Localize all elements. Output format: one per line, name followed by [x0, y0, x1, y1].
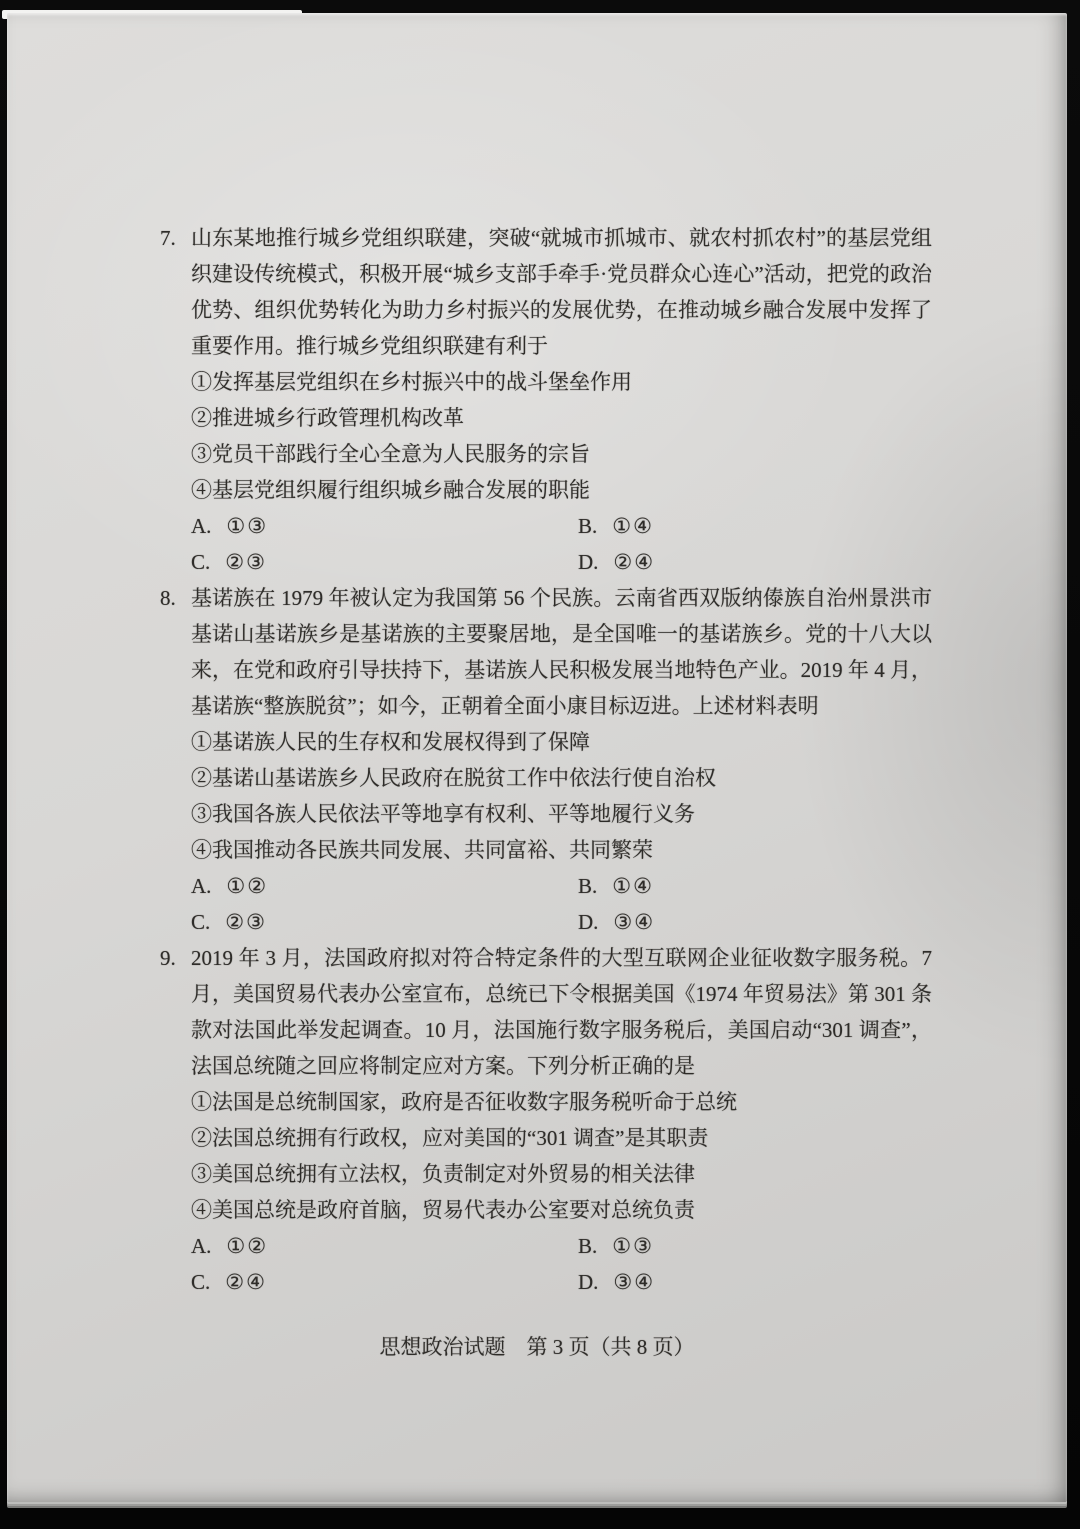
- question-number: 8.: [160, 586, 176, 610]
- question-8: [160, 580, 932, 940]
- choice-row: [191, 868, 932, 904]
- choice-b: [578, 1228, 654, 1264]
- choice-a: [191, 868, 578, 904]
- choice-value: ①②: [226, 1234, 269, 1258]
- choice-value: ②④: [225, 1270, 267, 1294]
- choice-value: ③④: [613, 1270, 656, 1294]
- statement-item-2: ②基诺山基诺族乡人民政府在脱贫工作中依法行使自治权: [191, 766, 716, 790]
- choice-label: B.: [578, 514, 598, 538]
- choice-value: ①④: [612, 874, 654, 898]
- choice-value: ②④: [613, 550, 656, 574]
- choice-label: B.: [578, 874, 598, 898]
- choice-d: [578, 1264, 655, 1300]
- question-stem: 山东某地推行城乡党组织联建，突破“就城市抓城市、就农村抓农村”的基层党组织建设传统模式，积极开展“城乡支部手牵手·党员群众心连心”活动，把党的政治优势、组织优势转化为助力乡村振兴的发展优势，在推动城乡融合发展中发挥了重要作用。推行城乡党组织联建有利于: [191, 226, 932, 358]
- statement-item-2: ②法国总统拥有行政权，应对美国的“301 调查”是其职责: [191, 1126, 709, 1150]
- choice-c: [191, 544, 578, 580]
- choice-b: [578, 508, 654, 544]
- question-stem: 基诺族在 1979 年被认定为我国第 56 个民族。云南省西双版纳傣族自治州景洪市基诺山基诺族乡是基诺族的主要聚居地，是全国唯一的基诺族乡。党的十八大以来，在党和政府引导扶持下，基诺族人民积极发展当地特色产业。2019 年 4 月，基诺族“整族脱贫”；如今，正朝着全面小康目标迈进。上述材料表明: [191, 586, 932, 718]
- statement-item-4: ④美国总统是政府首脑，贸易代表办公室要对总统负责: [191, 1198, 695, 1222]
- question-7: [160, 220, 932, 580]
- choice-label: C.: [191, 910, 211, 934]
- choice-value: ①②: [226, 874, 269, 898]
- choice-row: [191, 904, 932, 940]
- choice-d: [578, 904, 655, 940]
- statement-item-1: ①法国是总统制国家，政府是否征收数字服务税听命于总统: [191, 1090, 737, 1114]
- statement-item-2: ②推进城乡行政管理机构改革: [191, 406, 464, 430]
- choice-a: [191, 508, 578, 544]
- question-9: [160, 940, 932, 1300]
- choice-a: [191, 1228, 578, 1264]
- choice-value: ①③: [612, 1234, 654, 1258]
- choice-label: B.: [578, 1234, 598, 1258]
- page-content: [160, 220, 932, 1300]
- choice-value: ①③: [226, 514, 269, 538]
- statement-item-1: ①发挥基层党组织在乡村振兴中的战斗堡垒作用: [191, 370, 632, 394]
- choice-value: ③④: [613, 910, 656, 934]
- statement-item-3: ③我国各族人民依法平等地享有权利、平等地履行义务: [191, 802, 695, 826]
- exam-paper-page: [7, 13, 1067, 1502]
- choice-label: C.: [191, 550, 211, 574]
- choice-b: [578, 868, 654, 904]
- choice-row: [191, 1264, 932, 1300]
- statement-item-3: ③美国总统拥有立法权，负责制定对外贸易的相关法律: [191, 1162, 695, 1186]
- choice-label: D.: [578, 550, 599, 574]
- choice-row: [191, 544, 932, 580]
- statement-item-3: ③党员干部践行全心全意为人民服务的宗旨: [191, 442, 590, 466]
- choice-row: [191, 1228, 932, 1264]
- choice-label: D.: [578, 1270, 599, 1294]
- choice-label: C.: [191, 1270, 211, 1294]
- choice-value: ②③: [225, 910, 267, 934]
- choice-label: A.: [191, 514, 212, 538]
- choice-c: [191, 904, 578, 940]
- question-number: 7.: [160, 226, 176, 250]
- choice-label: D.: [578, 910, 599, 934]
- page-footer: 思想政治试题 第 3 页（共 8 页）: [379, 1335, 695, 1359]
- question-number: 9.: [160, 946, 176, 970]
- statement-item-4: ④基层党组织履行组织城乡融合发展的职能: [191, 478, 590, 502]
- statement-item-1: ①基诺族人民的生存权和发展权得到了保障: [191, 730, 590, 754]
- choice-row: [191, 508, 932, 544]
- choice-value: ②③: [225, 550, 267, 574]
- question-stem: 2019 年 3 月，法国政府拟对符合特定条件的大型互联网企业征收数字服务税。7 月，美国贸易代表办公室宣布，总统已下令根据美国《1974 年贸易法》第 301 条款对法国此举发起调查。10 月，法国施行数字服务税后，美国启动“301 调查”，法国总统随之回应将制定应对方案。下列分析正确的是: [191, 946, 932, 1078]
- statement-item-4: ④我国推动各民族共同发展、共同富裕、共同繁荣: [191, 838, 653, 862]
- choice-value: ①④: [612, 514, 654, 538]
- choice-d: [578, 544, 655, 580]
- choice-c: [191, 1264, 578, 1300]
- choice-label: A.: [191, 1234, 212, 1258]
- choice-label: A.: [191, 874, 212, 898]
